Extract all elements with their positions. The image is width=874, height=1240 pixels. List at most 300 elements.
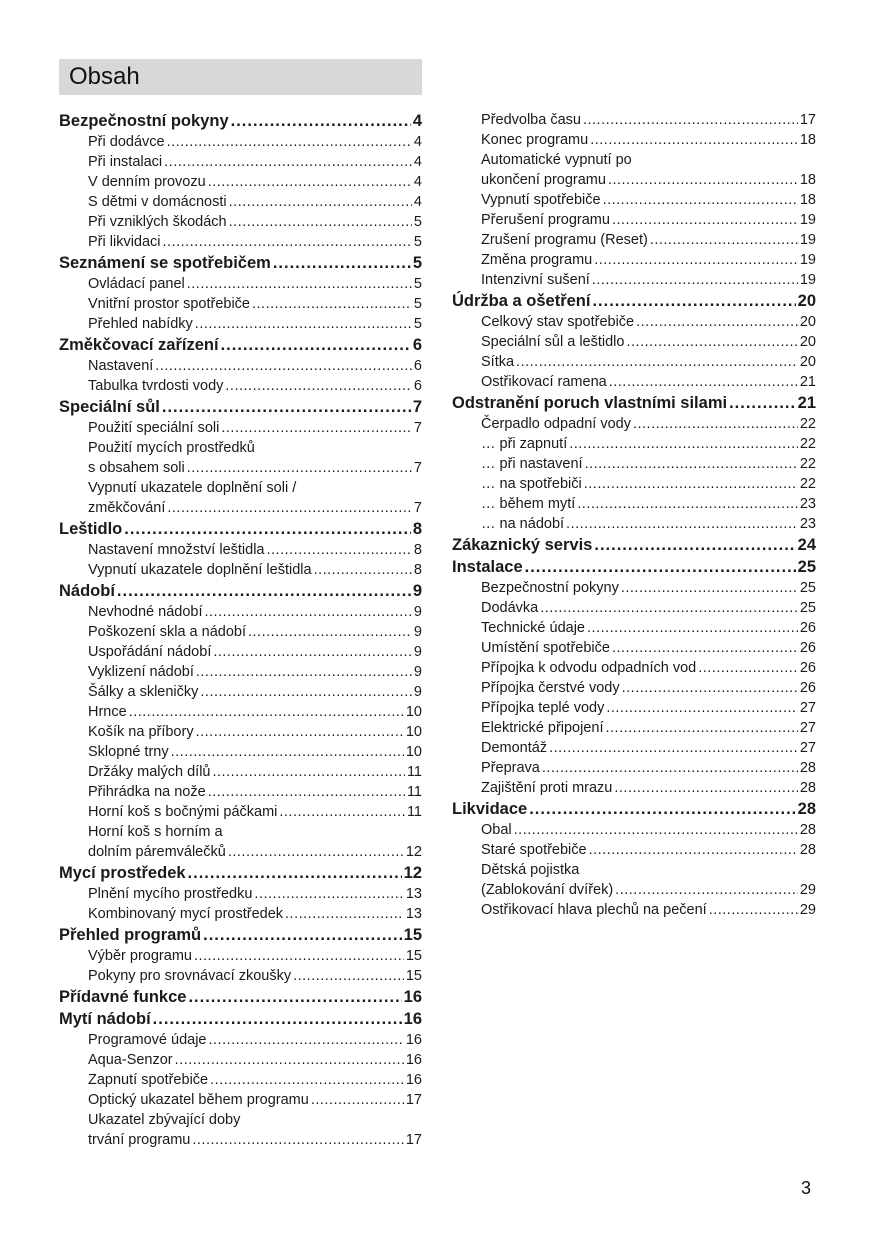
toc-header-band bbox=[59, 59, 422, 95]
toc-subsection-entry bbox=[59, 762, 422, 782]
toc-entry-label: Přeprava bbox=[481, 760, 540, 776]
toc-leader-dots bbox=[615, 880, 798, 900]
toc-leader-dots bbox=[210, 1070, 404, 1090]
toc-page-number: 9 bbox=[413, 644, 422, 660]
toc-section-entry bbox=[59, 580, 422, 602]
toc-subsection-entry bbox=[59, 682, 422, 702]
toc-subsection-entry bbox=[59, 192, 422, 212]
toc-entry-label: … na nádobí bbox=[481, 516, 565, 532]
toc-page-number: 27 bbox=[799, 740, 816, 756]
toc-page-number: 16 bbox=[405, 1072, 422, 1088]
toc-subsection-entry bbox=[59, 946, 422, 966]
toc-entry-label: Horní koš s horním a bbox=[88, 824, 223, 840]
toc-leader-dots bbox=[221, 334, 411, 356]
toc-entry-label: Poškození skla a nádobí bbox=[88, 624, 246, 640]
toc-page-number: 28 bbox=[799, 842, 816, 858]
toc-page-number: 13 bbox=[405, 906, 422, 922]
toc-page-number: 13 bbox=[405, 886, 422, 902]
toc-leader-dots bbox=[636, 312, 798, 332]
toc-subsection-entry bbox=[59, 1130, 422, 1150]
toc-leader-dots bbox=[155, 356, 412, 376]
toc-entry-label: Bezpečnostní pokyny bbox=[481, 580, 619, 596]
toc-page-number: 16 bbox=[403, 988, 422, 1006]
toc-leader-dots bbox=[167, 132, 412, 152]
toc-page-number: 5 bbox=[413, 214, 422, 230]
toc-leader-dots bbox=[187, 274, 412, 294]
toc-page-number: 5 bbox=[413, 276, 422, 292]
toc-leader-dots bbox=[273, 252, 411, 274]
toc-subsection-entry bbox=[452, 718, 816, 738]
toc-leader-dots bbox=[621, 578, 798, 598]
toc-page-number: 6 bbox=[413, 358, 422, 374]
toc-leader-dots bbox=[188, 862, 402, 884]
toc-section-entry bbox=[59, 518, 422, 540]
toc-page-number: 8 bbox=[412, 520, 422, 538]
toc-leader-dots bbox=[205, 602, 412, 622]
toc-entry-continuation bbox=[452, 150, 816, 170]
toc-entry-label: Celkový stav spotřebiče bbox=[481, 314, 635, 330]
toc-page-number: 25 bbox=[799, 580, 816, 596]
toc-page-number: 7 bbox=[413, 500, 422, 516]
toc-subsection-entry bbox=[59, 314, 422, 334]
toc-entry-label: změkčování bbox=[88, 500, 166, 516]
toc-leader-dots bbox=[549, 738, 798, 758]
toc-entry-label: Mytí nádobí bbox=[59, 1010, 151, 1028]
toc-page-number: 17 bbox=[405, 1092, 422, 1108]
toc-entry-label: Seznámení se spotřebičem bbox=[59, 254, 271, 272]
toc-entry-label: Při vzniklých škodách bbox=[88, 214, 227, 230]
toc-entry-label: Hrnce bbox=[88, 704, 127, 720]
toc-page-number: 4 bbox=[412, 112, 422, 130]
toc-leader-dots bbox=[267, 540, 412, 560]
toc-subsection-entry bbox=[59, 802, 422, 822]
toc-entry-label: Při dodávce bbox=[88, 134, 165, 150]
toc-page-number: 26 bbox=[799, 640, 816, 656]
toc-leader-dots bbox=[196, 722, 404, 742]
toc-leader-dots bbox=[167, 498, 412, 518]
toc-entry-label: Umístění spotřebiče bbox=[481, 640, 610, 656]
toc-page-number: 10 bbox=[405, 724, 422, 740]
toc-leader-dots bbox=[225, 376, 412, 396]
toc-leader-dots bbox=[314, 560, 412, 580]
toc-page-number: 28 bbox=[799, 780, 816, 796]
toc-subsection-entry bbox=[59, 560, 422, 580]
toc-subsection-entry bbox=[59, 662, 422, 682]
toc-subsection-entry bbox=[59, 418, 422, 438]
toc-page-number: 16 bbox=[403, 1010, 422, 1028]
toc-subsection-entry bbox=[59, 274, 422, 294]
toc-entry-label: Při likvidaci bbox=[88, 234, 161, 250]
toc-leader-dots bbox=[208, 172, 412, 192]
toc-leader-dots bbox=[609, 372, 798, 392]
toc-leader-dots bbox=[612, 638, 798, 658]
toc-leader-dots bbox=[196, 662, 412, 682]
toc-section-entry bbox=[452, 290, 816, 312]
toc-leader-dots bbox=[626, 332, 797, 352]
toc-page-number: 11 bbox=[406, 784, 422, 800]
toc-entry-label: Odstranění poruch vlastními silami bbox=[452, 394, 728, 412]
toc-section-entry bbox=[452, 534, 816, 556]
toc-section-entry bbox=[452, 392, 816, 414]
toc-entry-label: Sklopné trny bbox=[88, 744, 169, 760]
toc-page-number: 10 bbox=[405, 704, 422, 720]
toc-page-number: 22 bbox=[799, 436, 816, 452]
toc-subsection-entry bbox=[59, 842, 422, 862]
toc-entry-label: Změkčovací zařízení bbox=[59, 336, 219, 354]
toc-page-number: 7 bbox=[413, 460, 422, 476]
toc-leader-dots bbox=[540, 598, 798, 618]
toc-entry-label: Pokyny pro srovnávací zkoušky bbox=[88, 968, 292, 984]
toc-page-number: 5 bbox=[413, 296, 422, 312]
toc-entry-label: Tabulka tvrdosti vody bbox=[88, 378, 224, 394]
toc-page-number: 15 bbox=[405, 948, 422, 964]
toc-page-number: 20 bbox=[797, 292, 816, 310]
toc-page-number: 9 bbox=[413, 604, 422, 620]
toc-entry-label: … během mytí bbox=[481, 496, 576, 512]
toc-entry-label: Zrušení programu (Reset) bbox=[481, 232, 648, 248]
toc-subsection-entry bbox=[59, 376, 422, 396]
toc-page-number: 28 bbox=[797, 800, 816, 818]
toc-entry-label: Použití mycích prostředků bbox=[88, 440, 255, 456]
toc-leader-dots bbox=[175, 1050, 404, 1070]
toc-subsection-entry bbox=[452, 578, 816, 598]
toc-subsection-entry bbox=[452, 598, 816, 618]
toc-leader-dots bbox=[124, 518, 411, 540]
toc-entry-continuation bbox=[59, 822, 422, 842]
toc-entry-label: Vnitřní prostor spotřebiče bbox=[88, 296, 250, 312]
toc-leader-dots bbox=[153, 1008, 402, 1030]
toc-entry-label: S dětmi v domácnosti bbox=[88, 194, 227, 210]
toc-subsection-entry bbox=[59, 966, 422, 986]
toc-leader-dots bbox=[583, 110, 798, 130]
toc-subsection-entry bbox=[452, 840, 816, 860]
toc-entry-label: Horní koš s bočnými páčkami bbox=[88, 804, 278, 820]
toc-section-entry bbox=[59, 110, 422, 132]
toc-leader-dots bbox=[529, 798, 795, 820]
toc-entry-label: Kombinovaný mycí prostředek bbox=[88, 906, 284, 922]
toc-subsection-entry bbox=[452, 210, 816, 230]
toc-page-number: 9 bbox=[413, 684, 422, 700]
toc-leader-dots bbox=[162, 396, 411, 418]
page-number: 3 bbox=[801, 1178, 812, 1198]
toc-entry-label: Likvidace bbox=[452, 800, 528, 818]
toc-leader-dots bbox=[569, 434, 798, 454]
toc-subsection-entry bbox=[452, 372, 816, 392]
toc-page-number: 6 bbox=[413, 378, 422, 394]
toc-entry-label: … při nastavení bbox=[481, 456, 583, 472]
toc-entry-label: Ovládací panel bbox=[88, 276, 185, 292]
toc-entry-label: Konec programu bbox=[481, 132, 589, 148]
toc-subsection-entry bbox=[59, 172, 422, 192]
toc-entry-label: Automatické vypnutí po bbox=[481, 152, 632, 168]
toc-subsection-entry bbox=[59, 622, 422, 642]
toc-page-number: 23 bbox=[799, 496, 816, 512]
toc-leader-dots bbox=[254, 884, 403, 904]
toc-page-number: 20 bbox=[799, 354, 816, 370]
toc-leader-dots bbox=[542, 758, 798, 778]
toc-entry-label: Přehled nabídky bbox=[88, 316, 193, 332]
toc-entry-label: Optický ukazatel během programu bbox=[88, 1092, 309, 1108]
toc-entry-label: … na spotřebiči bbox=[481, 476, 582, 492]
toc-subsection-entry bbox=[452, 332, 816, 352]
toc-page-number: 19 bbox=[799, 232, 816, 248]
toc-leader-dots bbox=[608, 170, 798, 190]
toc-subsection-entry bbox=[59, 212, 422, 232]
toc-leader-dots bbox=[163, 232, 412, 252]
toc-leader-dots bbox=[248, 622, 412, 642]
toc-entry-label: Speciální sůl bbox=[59, 398, 160, 416]
toc-entry-label: Přípojka čerstvé vody bbox=[481, 680, 620, 696]
toc-section-entry bbox=[59, 252, 422, 274]
toc-entry-label: Zapnutí spotřebiče bbox=[88, 1072, 209, 1088]
toc-page-number: 16 bbox=[405, 1052, 422, 1068]
toc-entry-label: dolním páremválečků bbox=[88, 844, 226, 860]
toc-entry-label: Instalace bbox=[452, 558, 523, 576]
toc-leader-dots bbox=[221, 418, 412, 438]
toc-leader-dots bbox=[614, 778, 798, 798]
toc-leader-dots bbox=[516, 352, 798, 372]
toc-leader-dots bbox=[171, 742, 404, 762]
toc-subsection-entry bbox=[452, 758, 816, 778]
toc-entry-label: Staré spotřebiče bbox=[481, 842, 587, 858]
toc-entry-label: Speciální sůl a leštidlo bbox=[481, 334, 625, 350]
toc-leader-dots bbox=[194, 946, 404, 966]
toc-entry-label: Údržba a ošetření bbox=[452, 292, 591, 310]
toc-subsection-entry bbox=[59, 702, 422, 722]
toc-entry-label: Nastavení množství leštidla bbox=[88, 542, 265, 558]
toc-leader-dots bbox=[231, 110, 411, 132]
toc-page-number: 18 bbox=[799, 132, 816, 148]
toc-page-number: 12 bbox=[403, 864, 422, 882]
toc-subsection-entry bbox=[452, 474, 816, 494]
toc-right-column bbox=[452, 110, 816, 920]
toc-subsection-entry bbox=[59, 540, 422, 560]
toc-entry-label: Držáky malých dílů bbox=[88, 764, 211, 780]
toc-page-number: 7 bbox=[413, 420, 422, 436]
toc-subsection-entry bbox=[59, 904, 422, 924]
toc-leader-dots bbox=[212, 762, 404, 782]
toc-subsection-entry bbox=[59, 152, 422, 172]
toc-entry-label: Zajištění proti mrazu bbox=[481, 780, 613, 796]
toc-leader-dots bbox=[594, 250, 798, 270]
toc-section-entry bbox=[59, 924, 422, 946]
toc-entry-label: Čerpadlo odpadní vody bbox=[481, 416, 631, 432]
toc-section-entry bbox=[59, 986, 422, 1008]
toc-subsection-entry bbox=[452, 494, 816, 514]
toc-subsection-entry bbox=[59, 232, 422, 252]
toc-section-entry bbox=[452, 798, 816, 820]
toc-subsection-entry bbox=[452, 778, 816, 798]
toc-entry-label: ukončení programu bbox=[481, 172, 606, 188]
toc-subsection-entry bbox=[59, 742, 422, 762]
toc-subsection-entry bbox=[59, 1030, 422, 1050]
toc-page-number: 6 bbox=[412, 336, 422, 354]
toc-page-number: 18 bbox=[799, 172, 816, 188]
toc-leader-dots bbox=[577, 494, 798, 514]
toc-entry-label: Změna programu bbox=[481, 252, 593, 268]
toc-subsection-entry bbox=[452, 190, 816, 210]
toc-entry-label: Nevhodné nádobí bbox=[88, 604, 203, 620]
toc-leader-dots bbox=[698, 658, 798, 678]
toc-leader-dots bbox=[228, 842, 404, 862]
toc-entry-continuation bbox=[452, 860, 816, 880]
toc-subsection-entry bbox=[452, 454, 816, 474]
toc-section-entry bbox=[59, 396, 422, 418]
toc-page-number: 9 bbox=[412, 582, 422, 600]
toc-entry-label: Technické údaje bbox=[481, 620, 585, 636]
toc-page-number: 15 bbox=[405, 968, 422, 984]
toc-subsection-entry bbox=[452, 618, 816, 638]
toc-entry-label: (Zablokování dvířek) bbox=[481, 882, 614, 898]
toc-entry-label: Mycí prostředek bbox=[59, 864, 186, 882]
toc-page-number: 4 bbox=[413, 194, 422, 210]
toc-section-entry bbox=[59, 862, 422, 884]
toc-subsection-entry bbox=[452, 514, 816, 534]
toc-page-number: 18 bbox=[799, 192, 816, 208]
toc-leader-dots bbox=[195, 314, 412, 334]
toc-subsection-entry bbox=[452, 414, 816, 434]
toc-page-number: 9 bbox=[413, 664, 422, 680]
toc-page-number: 17 bbox=[405, 1132, 422, 1148]
toc-subsection-entry bbox=[452, 738, 816, 758]
toc-leader-dots bbox=[606, 718, 798, 738]
toc-page-number: 10 bbox=[405, 744, 422, 760]
toc-subsection-entry bbox=[452, 110, 816, 130]
toc-subsection-entry bbox=[452, 130, 816, 150]
toc-page-number: 20 bbox=[799, 334, 816, 350]
toc-subsection-entry bbox=[452, 250, 816, 270]
toc-entry-label: Košík na příbory bbox=[88, 724, 194, 740]
toc-page-number: 17 bbox=[799, 112, 816, 128]
toc-subsection-entry bbox=[452, 270, 816, 290]
toc-entry-label: Leštidlo bbox=[59, 520, 123, 538]
toc-page-number: 22 bbox=[799, 416, 816, 432]
toc-entry-label: Uspořádání nádobí bbox=[88, 644, 212, 660]
toc-page-number: 4 bbox=[413, 134, 422, 150]
toc-subsection-entry bbox=[59, 602, 422, 622]
toc-subsection-entry bbox=[452, 880, 816, 900]
toc-subsection-entry bbox=[59, 722, 422, 742]
toc-page-number: 7 bbox=[412, 398, 422, 416]
toc-entry-label: Plnění mycího prostředku bbox=[88, 886, 253, 902]
toc-page-number: 5 bbox=[413, 316, 422, 332]
toc-page-number: 25 bbox=[799, 600, 816, 616]
toc-leader-dots bbox=[587, 618, 798, 638]
toc-page-number: 28 bbox=[799, 760, 816, 776]
toc-entry-label: Přihrádka na nože bbox=[88, 784, 206, 800]
toc-page-number: 21 bbox=[797, 394, 816, 412]
toc-page-number: 16 bbox=[405, 1032, 422, 1048]
toc-leader-dots bbox=[285, 904, 404, 924]
toc-leader-dots bbox=[209, 1030, 404, 1050]
toc-entry-continuation bbox=[59, 1110, 422, 1130]
toc-leader-dots bbox=[200, 682, 412, 702]
toc-entry-label: Vyklizení nádobí bbox=[88, 664, 194, 680]
toc-entry-label: Demontáž bbox=[481, 740, 548, 756]
toc-leader-dots bbox=[590, 130, 798, 150]
toc-leader-dots bbox=[293, 966, 404, 986]
toc-page-number: 26 bbox=[799, 660, 816, 676]
toc-page-number: 28 bbox=[799, 822, 816, 838]
toc-page-number: 26 bbox=[799, 680, 816, 696]
toc-page-number: 27 bbox=[799, 720, 816, 736]
toc-entry-label: Přípojka teplé vody bbox=[481, 700, 605, 716]
toc-subsection-entry bbox=[59, 642, 422, 662]
toc-subsection-entry bbox=[59, 884, 422, 904]
toc-subsection-entry bbox=[452, 434, 816, 454]
toc-section-entry bbox=[452, 556, 816, 578]
toc-subsection-entry bbox=[59, 498, 422, 518]
toc-page-number: 22 bbox=[799, 456, 816, 472]
toc-subsection-entry bbox=[59, 782, 422, 802]
toc-subsection-entry bbox=[452, 312, 816, 332]
toc-entry-label: Dodávka bbox=[481, 600, 539, 616]
toc-entry-label: Intenzivní sušení bbox=[481, 272, 590, 288]
toc-entry-label: Vypnutí ukazatele doplnění leštidla bbox=[88, 562, 312, 578]
toc-leader-dots bbox=[187, 458, 412, 478]
toc-page-number: 11 bbox=[406, 764, 422, 780]
toc-subsection-entry bbox=[452, 352, 816, 372]
toc-leader-dots bbox=[592, 270, 798, 290]
toc-entry-label: Přídavné funkce bbox=[59, 988, 187, 1006]
toc-entry-label: Dětská pojistka bbox=[481, 862, 580, 878]
toc-subsection-entry bbox=[452, 170, 816, 190]
toc-page-number: 8 bbox=[413, 542, 422, 558]
toc-page-number: 5 bbox=[413, 234, 422, 250]
page-title: Obsah bbox=[69, 63, 140, 90]
toc-leader-dots bbox=[203, 924, 402, 946]
toc-subsection-entry bbox=[59, 294, 422, 314]
toc-page-number: 21 bbox=[799, 374, 816, 390]
toc-leader-dots bbox=[208, 782, 405, 802]
toc-page-number: 15 bbox=[403, 926, 422, 944]
toc-leader-dots bbox=[252, 294, 412, 314]
toc-entry-label: Vypnutí ukazatele doplnění soli / bbox=[88, 480, 297, 496]
toc-entry-label: … při zapnutí bbox=[481, 436, 568, 452]
toc-page-number: 5 bbox=[412, 254, 422, 272]
toc-section-entry bbox=[59, 334, 422, 356]
toc-entry-continuation bbox=[59, 478, 422, 498]
toc-entry-continuation bbox=[59, 438, 422, 458]
toc-subsection-entry bbox=[452, 698, 816, 718]
toc-entry-label: Aqua-Senzor bbox=[88, 1052, 173, 1068]
toc-page-number: 9 bbox=[413, 624, 422, 640]
toc-leader-dots bbox=[279, 802, 405, 822]
toc-entry-label: Obal bbox=[481, 822, 512, 838]
toc-leader-dots bbox=[229, 212, 412, 232]
toc-subsection-entry bbox=[452, 658, 816, 678]
toc-subsection-entry bbox=[452, 678, 816, 698]
toc-leader-dots bbox=[229, 192, 412, 212]
toc-leader-dots bbox=[594, 534, 795, 556]
toc-leader-dots bbox=[192, 1130, 404, 1150]
toc-entry-label: Výběr programu bbox=[88, 948, 192, 964]
toc-leader-dots bbox=[633, 414, 798, 434]
toc-leader-dots bbox=[612, 210, 798, 230]
toc-subsection-entry bbox=[452, 820, 816, 840]
toc-entry-label: trvání programu bbox=[88, 1132, 191, 1148]
toc-entry-label: Programové údaje bbox=[88, 1032, 207, 1048]
toc-leader-dots bbox=[129, 702, 404, 722]
toc-page-number: 20 bbox=[799, 314, 816, 330]
toc-leader-dots bbox=[525, 556, 796, 578]
toc-page-number: 19 bbox=[799, 272, 816, 288]
toc-entry-label: Nastavení bbox=[88, 358, 154, 374]
toc-leader-dots bbox=[592, 290, 795, 312]
toc-leader-dots bbox=[606, 698, 798, 718]
toc-leader-dots bbox=[729, 392, 796, 414]
toc-page-number: 22 bbox=[799, 476, 816, 492]
